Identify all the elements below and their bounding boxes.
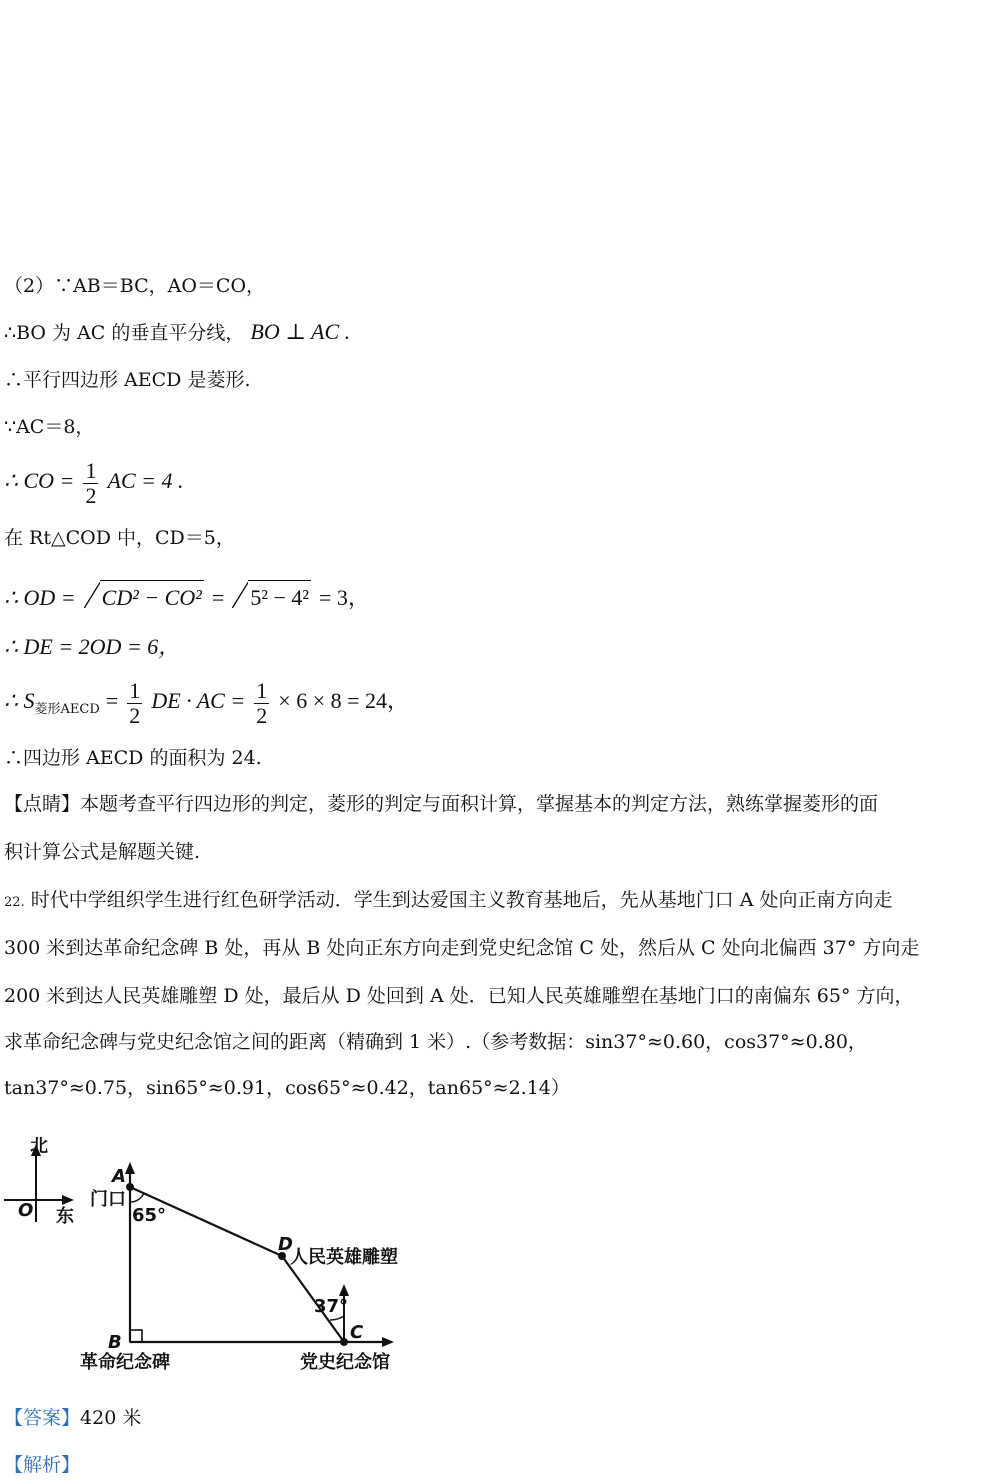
north-arrow-A-icon: [125, 1162, 135, 1174]
fraction-numerator: 1: [85, 457, 97, 483]
answer-value: 420 米: [80, 1407, 142, 1429]
area-symbol: ∴ S: [4, 688, 35, 713]
north-arrow-C-icon: [339, 1284, 349, 1296]
area-equals: =: [105, 688, 119, 713]
origin-label: O: [18, 1200, 34, 1221]
question-line-2: 300 米到达革命纪念碑 B 处，再从 B 处向正东方向走到党史纪念馆 C 处，然后从 C 处向北偏西 37° 方向走: [4, 937, 920, 959]
solution-line-9: [4, 676, 409, 735]
de-ac-product: DE · AC =: [151, 688, 246, 713]
question-line-5: tan37°≈0.75，sin65°≈0.91，cos65°≈0.42，tan65°≈2.14）: [4, 1077, 570, 1099]
radicand-2: 5² − 4²: [248, 580, 311, 615]
label-monument: 人民英雄雕塑: [290, 1247, 398, 1268]
fraction-numerator: 1: [256, 677, 268, 703]
fraction-denominator: 2: [85, 482, 97, 508]
solution-line-6: 在 Rt△COD 中，CD＝5，: [4, 527, 235, 549]
co-expression: ∴ CO =: [4, 468, 75, 493]
label-angle-37: 37°: [314, 1296, 349, 1317]
comment-line-1: 【点睛】本题考查平行四边形的判定，菱形的判定与面积计算，掌握基本的判定方法，熟练掌握菱形的面: [4, 793, 879, 815]
point-C: [340, 1338, 348, 1346]
right-angle-mark: [130, 1330, 142, 1342]
fraction-half-1: [127, 679, 142, 728]
comment-line-2: 积计算公式是解题关键.: [4, 841, 201, 863]
solution-line-8: [4, 633, 180, 662]
radicand-1: CD² − CO²: [100, 580, 204, 615]
label-D: D: [278, 1234, 293, 1255]
label-gate: 门口: [90, 1189, 126, 1210]
label-angle-65: 65°: [132, 1205, 167, 1226]
angle-arc-A: [130, 1193, 144, 1202]
answer-tag: 【答案】: [4, 1407, 81, 1429]
solution-line-4: ∵AC＝8，: [4, 416, 95, 438]
area-result: × 6 × 8 = 24，: [278, 688, 410, 713]
east-label: 东: [56, 1206, 74, 1227]
question-number: 22.: [4, 895, 25, 910]
solution-line-2: [4, 318, 350, 347]
fraction-half-2: [254, 679, 269, 728]
solution-line-1: （2）∵AB＝BC，AO＝CO，: [4, 275, 266, 297]
od-result: = 3，: [319, 585, 370, 610]
label-party-history-hall: 党史纪念馆: [300, 1352, 390, 1373]
solution-line-7: [4, 580, 370, 616]
solution-line-5: [4, 456, 183, 508]
geometry-figure: [0, 1130, 420, 1380]
analysis-tag: 【解析】: [4, 1454, 81, 1476]
solution-line-2-math: BO ⊥ AC .: [250, 319, 351, 344]
question-text-1: 时代中学组织学生进行红色研学活动．学生到达爱国主义教育基地后，先从基地门口 A 处向正南方向走: [30, 889, 893, 911]
east-arrow-C-icon: [382, 1337, 394, 1347]
label-A: A: [112, 1166, 126, 1187]
fraction-half: [83, 459, 98, 508]
fraction-numerator: 1: [129, 677, 141, 703]
question-line-1: [4, 886, 893, 917]
solution-line-3: ∴平行四边形 AECD 是菱形.: [4, 369, 251, 391]
solution-line-10: ∴四边形 AECD 的面积为 24.: [4, 747, 262, 769]
label-B: B: [108, 1332, 122, 1353]
solution-line-2-text: ∴BO 为 AC 的垂直平分线，: [4, 322, 245, 344]
analysis-line: [4, 1451, 80, 1479]
equals-sign: =: [211, 585, 225, 610]
east-arrow-icon: [62, 1195, 74, 1205]
fraction-denominator: 2: [256, 702, 268, 728]
sqrt-numbers: [232, 580, 311, 616]
label-revolution-memorial: 革命纪念碑: [80, 1352, 170, 1373]
answer-line: [4, 1404, 141, 1432]
de-expression: ∴ DE = 2OD = 6，: [4, 634, 181, 659]
question-line-4: 求革命纪念碑与党史纪念馆之间的距离（精确到 1 米）.（参考数据：sin37°≈0.60，cos37°≈0.80，: [4, 1031, 867, 1053]
od-expression: ∴ OD =: [4, 585, 76, 610]
north-label: 北: [30, 1136, 48, 1157]
label-C: C: [350, 1322, 364, 1343]
point-A: [126, 1183, 134, 1191]
question-line-3: 200 米到达人民英雄雕塑 D 处，最后从 D 处回到 A 处．已知人民英雄雕塑在基地门口的南偏东 65° 方向，: [4, 985, 914, 1007]
sqrt-cd-co: [84, 580, 204, 616]
fraction-denominator: 2: [129, 702, 141, 728]
ac-expression: AC = 4 .: [107, 468, 184, 493]
area-subscript: 菱形AECD: [34, 701, 100, 717]
